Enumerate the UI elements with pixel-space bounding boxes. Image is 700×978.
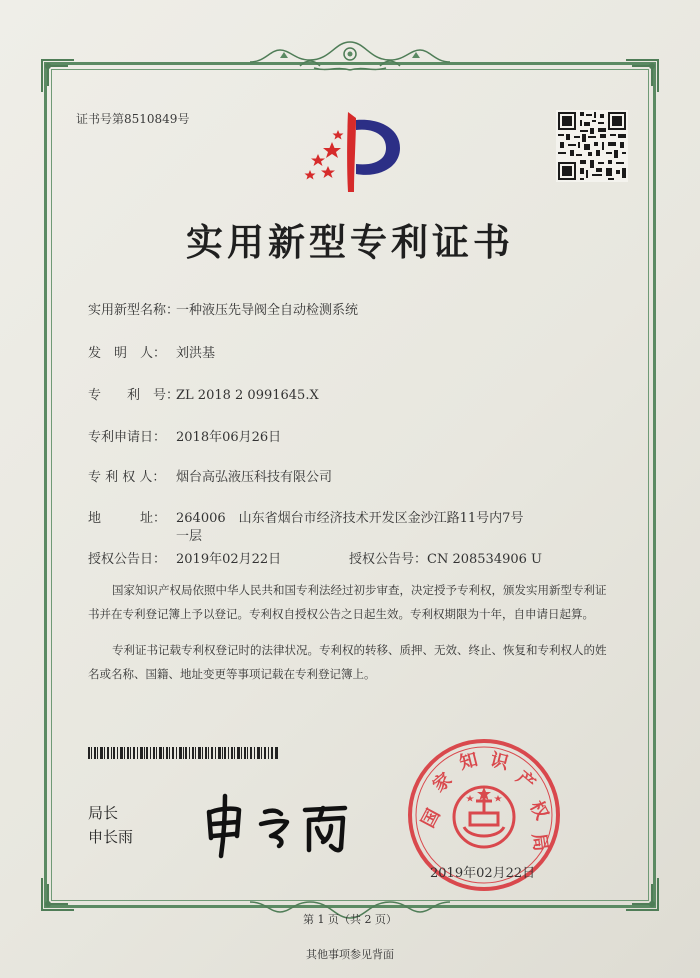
patentee-label: 专 利 权 人： <box>88 470 166 485</box>
application-date-row <box>88 426 281 445</box>
svg-text:国: 国 <box>417 805 445 832</box>
patent-office-logo <box>296 108 406 194</box>
application-date-value: 2018年06月26日 <box>176 430 282 445</box>
grant-date-row <box>88 548 281 567</box>
address-row-2 <box>88 525 202 544</box>
grant-date-label: 授权公告日： <box>88 552 167 567</box>
application-date-label: 专利申请日： <box>88 430 167 445</box>
inventor-value: 刘洪基 <box>176 346 216 361</box>
address-label: 地 址： <box>88 511 167 526</box>
svg-text:家: 家 <box>428 768 457 797</box>
patentee-row <box>88 466 332 485</box>
inventor-label: 发 明 人： <box>88 346 167 361</box>
certificate-number: 证书号第8510849号 <box>76 112 190 126</box>
grant-statement: 国家知识产权局依照中华人民共和国专利法经过初步审查，决定授予专利权，颁发实用新型专利证书并在专利登记簿上予以登记。专利权自授权公告之日起生效。专利权期限为十年，自申请日起算。 <box>88 583 607 621</box>
patent-no-value: ZL 2018 2 0991645.X <box>176 388 319 403</box>
footer-note: 其他事项参见背面 <box>306 948 394 961</box>
svg-text:产: 产 <box>511 766 540 795</box>
grant-no-row <box>349 548 542 567</box>
address-row <box>88 507 523 526</box>
page-indicator: 第 1 页（共 2 页） <box>303 913 397 926</box>
address-line1: 264006 山东省烟台市经济技术开发区金沙江路11号内7号 <box>176 511 524 526</box>
utility-name-label: 实用新型名称： <box>88 303 180 318</box>
svg-text:知: 知 <box>457 749 480 775</box>
qr-code <box>556 110 628 182</box>
patent-no-row <box>88 384 319 403</box>
corner-ornament-bottom-right <box>622 874 662 914</box>
utility-name-value: 一种液压先导阀全自动检测系统 <box>176 303 359 318</box>
svg-text:局: 局 <box>527 831 552 853</box>
director-name: 申长雨 <box>88 828 134 846</box>
barcode <box>88 747 278 759</box>
svg-text:权: 权 <box>525 797 553 824</box>
grant-date-value: 2019年02月22日 <box>176 552 282 567</box>
director-title: 局长 <box>88 804 119 822</box>
corner-ornament-bottom-left <box>38 874 78 914</box>
patent-no-label: 专 利 号： <box>88 388 180 403</box>
svg-text:识: 识 <box>488 749 511 775</box>
handwritten-signature <box>195 790 375 860</box>
corner-ornament-top-right <box>622 56 662 96</box>
seal-date: 2019年02月22日 <box>430 866 536 881</box>
utility-name-row <box>88 299 358 318</box>
grant-no-label: 授权公告号： <box>349 552 428 567</box>
legal-status-statement: 专利证书记载专利权登记时的法律状况。专利权的转移、质押、无效、终止、恢复和专利权人的姓名或名称、国籍、地址变更等事项记载在专利登记簿上。 <box>88 643 607 681</box>
patentee-value: 烟台高弘液压科技有限公司 <box>176 470 333 485</box>
address-line2: 一层 <box>176 529 203 544</box>
corner-ornament-top-left <box>38 56 78 96</box>
certificate-title: 实用新型专利证书 <box>186 220 514 264</box>
inventor-row <box>88 342 215 361</box>
grant-no-value: CN 208534906 U <box>427 552 542 567</box>
top-ornament <box>240 36 460 76</box>
